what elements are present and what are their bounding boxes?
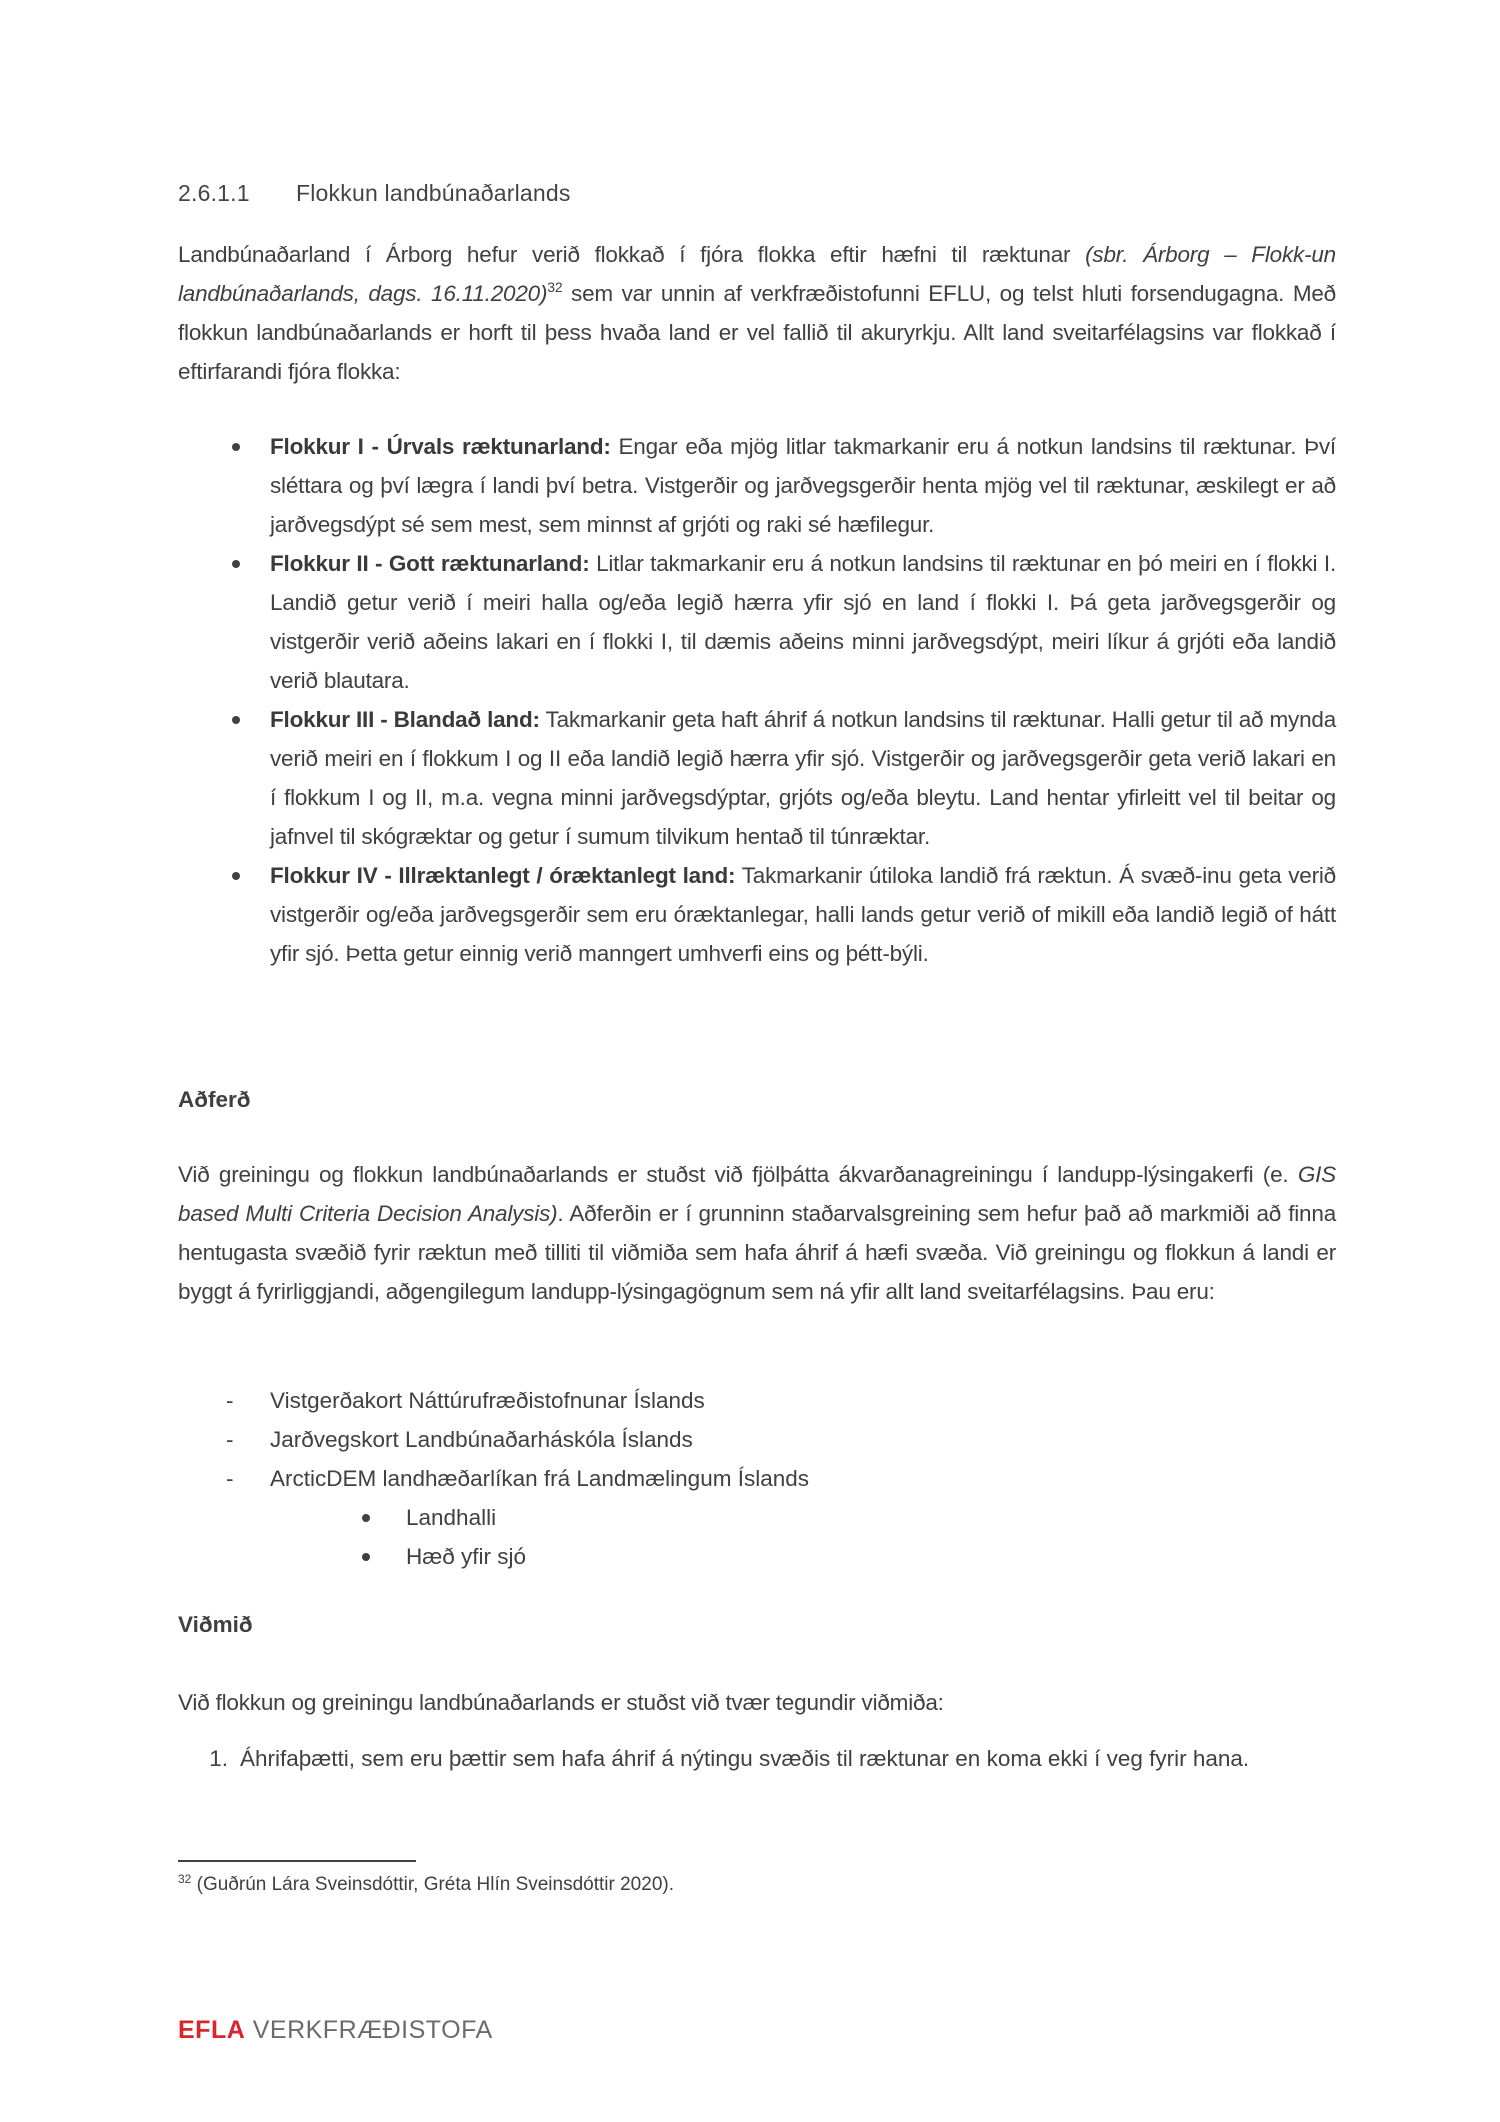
footnote-divider [178, 1860, 416, 1862]
category-item [218, 544, 1336, 700]
footnote-ref[interactable]: 32 [547, 279, 563, 295]
footnote-text: (Guðrún Lára Sveinsdóttir, Gréta Hlín Sveinsdóttir 2020). [191, 1874, 674, 1895]
category-item [218, 427, 1336, 544]
intro-paragraph [178, 235, 1336, 391]
method-heading: Aðferð [178, 1087, 251, 1112]
bullet-icon [232, 872, 240, 880]
data-source-item [218, 1381, 809, 1420]
category-item [218, 856, 1336, 973]
dem-sub-list [218, 1498, 526, 1576]
category-label: Flokkur II - Gott ræktunarland: [270, 551, 590, 576]
category-text: Litlar takmarkanir eru á notkun landsins til ræktunar en þó meiri en í flokki I. Landið getur verið í meiri halla og/eða legið hærra yfir sjó en land í flokki I. Þá geta jarðvegsgerðir og vistgerðir verið aðeins lakari en í flokki I, til dæmis aðeins minni jarðvegsdýpt, meiri líkur á grjóti eða landið verið blautara. [270, 551, 1336, 693]
category-label: Flokkur IV - Illræktanlegt / óræktanlegt land: [270, 863, 736, 888]
category-text: Engar eða mjög litlar takmarkanir eru á notkun landsins til ræktunar. Því sléttara og því lægra í landi því betra. Vistgerðir og jarðvegsgerðir henta mjög vel til ræktunar, æskilegt er að jarðvegsdýpt sé sem mest, sem minnst af grjóti og raki sé hæfilegur. [270, 434, 1336, 537]
criteria-number: 1. [209, 1746, 228, 1771]
footnote [178, 1872, 674, 1896]
data-source-item [218, 1459, 809, 1498]
dem-sub-item [218, 1537, 526, 1576]
bullet-icon [232, 560, 240, 568]
bullet-icon [232, 443, 240, 451]
data-source-text: ArcticDEM landhæðarlíkan frá Landmælingum Íslands [270, 1466, 809, 1491]
section-number: 2.6.1.1 [178, 180, 250, 206]
method-text: Við greiningu og flokkun landbúnaðarlands er stuðst við fjölþátta ákvarðanagreiningu í landupp-lýsingakerfi (e. [178, 1162, 1298, 1187]
intro-citation: (sbr. Árborg – Flokk-un landbúnaðarlands, dags. 16.11.2020) [178, 242, 1336, 306]
bullet-icon [232, 716, 240, 724]
category-item [218, 700, 1336, 856]
category-text: Takmarkanir útiloka landið frá ræktun. Á svæð-inu geta verið vistgerðir og/eða jarðvegsgerðir sem eru óræktanlegar, halli lands getur verið of mikill eða landið legið of hátt yfir sjó. Þetta getur einnig verið manngert umhverfi eins og þétt-býli. [270, 863, 1336, 966]
section-heading [178, 180, 571, 207]
footnote-number: 32 [178, 1872, 192, 1886]
criteria-intro-text: Við flokkun og greiningu landbúnaðarlands er stuðst við tvær tegundir viðmiða: [178, 1690, 944, 1715]
data-source-item [218, 1420, 809, 1459]
category-label: Flokkur I - Úrvals ræktunarland: [270, 434, 611, 459]
logo-subtitle: VERKFRÆÐISTOFA [245, 2016, 493, 2044]
method-paragraph [178, 1155, 1336, 1311]
criteria-text: Áhrifaþætti, sem eru þættir sem hafa áhrif á nýtingu svæðis til ræktunar en koma ekki í veg fyrir hana. [240, 1746, 1250, 1771]
intro-text-cont: sem var unnin af verkfræðistofunni EFLU, og telst hluti forsendugagna. Með flokkun landbúnaðarlands er horft til þess hvaða land er vel fallið til akuryrkju. Allt land sveitarfélagsins var flokkað í eftirfarandi fjóra flokka: [178, 281, 1336, 384]
dash-icon: - [226, 1388, 234, 1413]
efla-logo [178, 2016, 493, 2045]
bullet-icon [362, 1553, 370, 1561]
criteria-intro [178, 1683, 1336, 1722]
data-source-list [218, 1381, 809, 1498]
dem-sub-text: Landhalli [406, 1505, 497, 1530]
dash-icon: - [226, 1466, 234, 1491]
method-text-cont: . Aðferðin er í grunninn staðarvalsgreining sem hefur það að markmiði að finna hentugasta svæðið fyrir ræktun með tilliti til viðmiða sem hafa áhrif á hæfi svæða. Við greiningu og flokkun á landi er byggt á fyrirliggjandi, aðgengilegum landupp-lýsingagögnum sem ná yfir allt land sveitarfélagsins. Þau eru: [178, 1201, 1337, 1304]
method-italic: GIS based Multi Criteria Decision Analysis) [178, 1162, 1336, 1226]
section-title: Flokkun landbúnaðarlands [296, 180, 571, 206]
bullet-icon [362, 1514, 370, 1522]
data-source-text: Jarðvegskort Landbúnaðarháskóla Íslands [270, 1427, 693, 1452]
intro-text: Landbúnaðarland í Árborg hefur verið flokkað í fjóra flokka eftir hæfni til ræktunar [178, 242, 1086, 267]
dem-sub-item [218, 1498, 526, 1537]
category-list [218, 427, 1336, 973]
dem-sub-text: Hæð yfir sjó [406, 1544, 527, 1569]
criteria-list [178, 1742, 1336, 1775]
criteria-heading: Viðmið [178, 1612, 253, 1637]
logo-brand: EFLA [178, 2016, 246, 2044]
data-source-text: Vistgerðakort Náttúrufræðistofnunar Íslands [270, 1388, 705, 1413]
category-text: Takmarkanir geta haft áhrif á notkun landsins til ræktunar. Halli getur til að mynda verið meiri en í flokkum I og II eða landið legið hærra yfir sjó. Vistgerðir og jarðvegsgerðir geta verið lakari en í flokkum I og II, m.a. vegna minni jarðvegsdýptar, grjóts og/eða bleytu. Land hentar yfirleitt vel til beitar og jafnvel til skógræktar og getur í sumum tilvikum hentað til túnræktar. [270, 707, 1337, 849]
criteria-item [178, 1742, 1336, 1775]
category-label: Flokkur III - Blandað land: [270, 707, 540, 732]
dash-icon: - [226, 1427, 234, 1452]
